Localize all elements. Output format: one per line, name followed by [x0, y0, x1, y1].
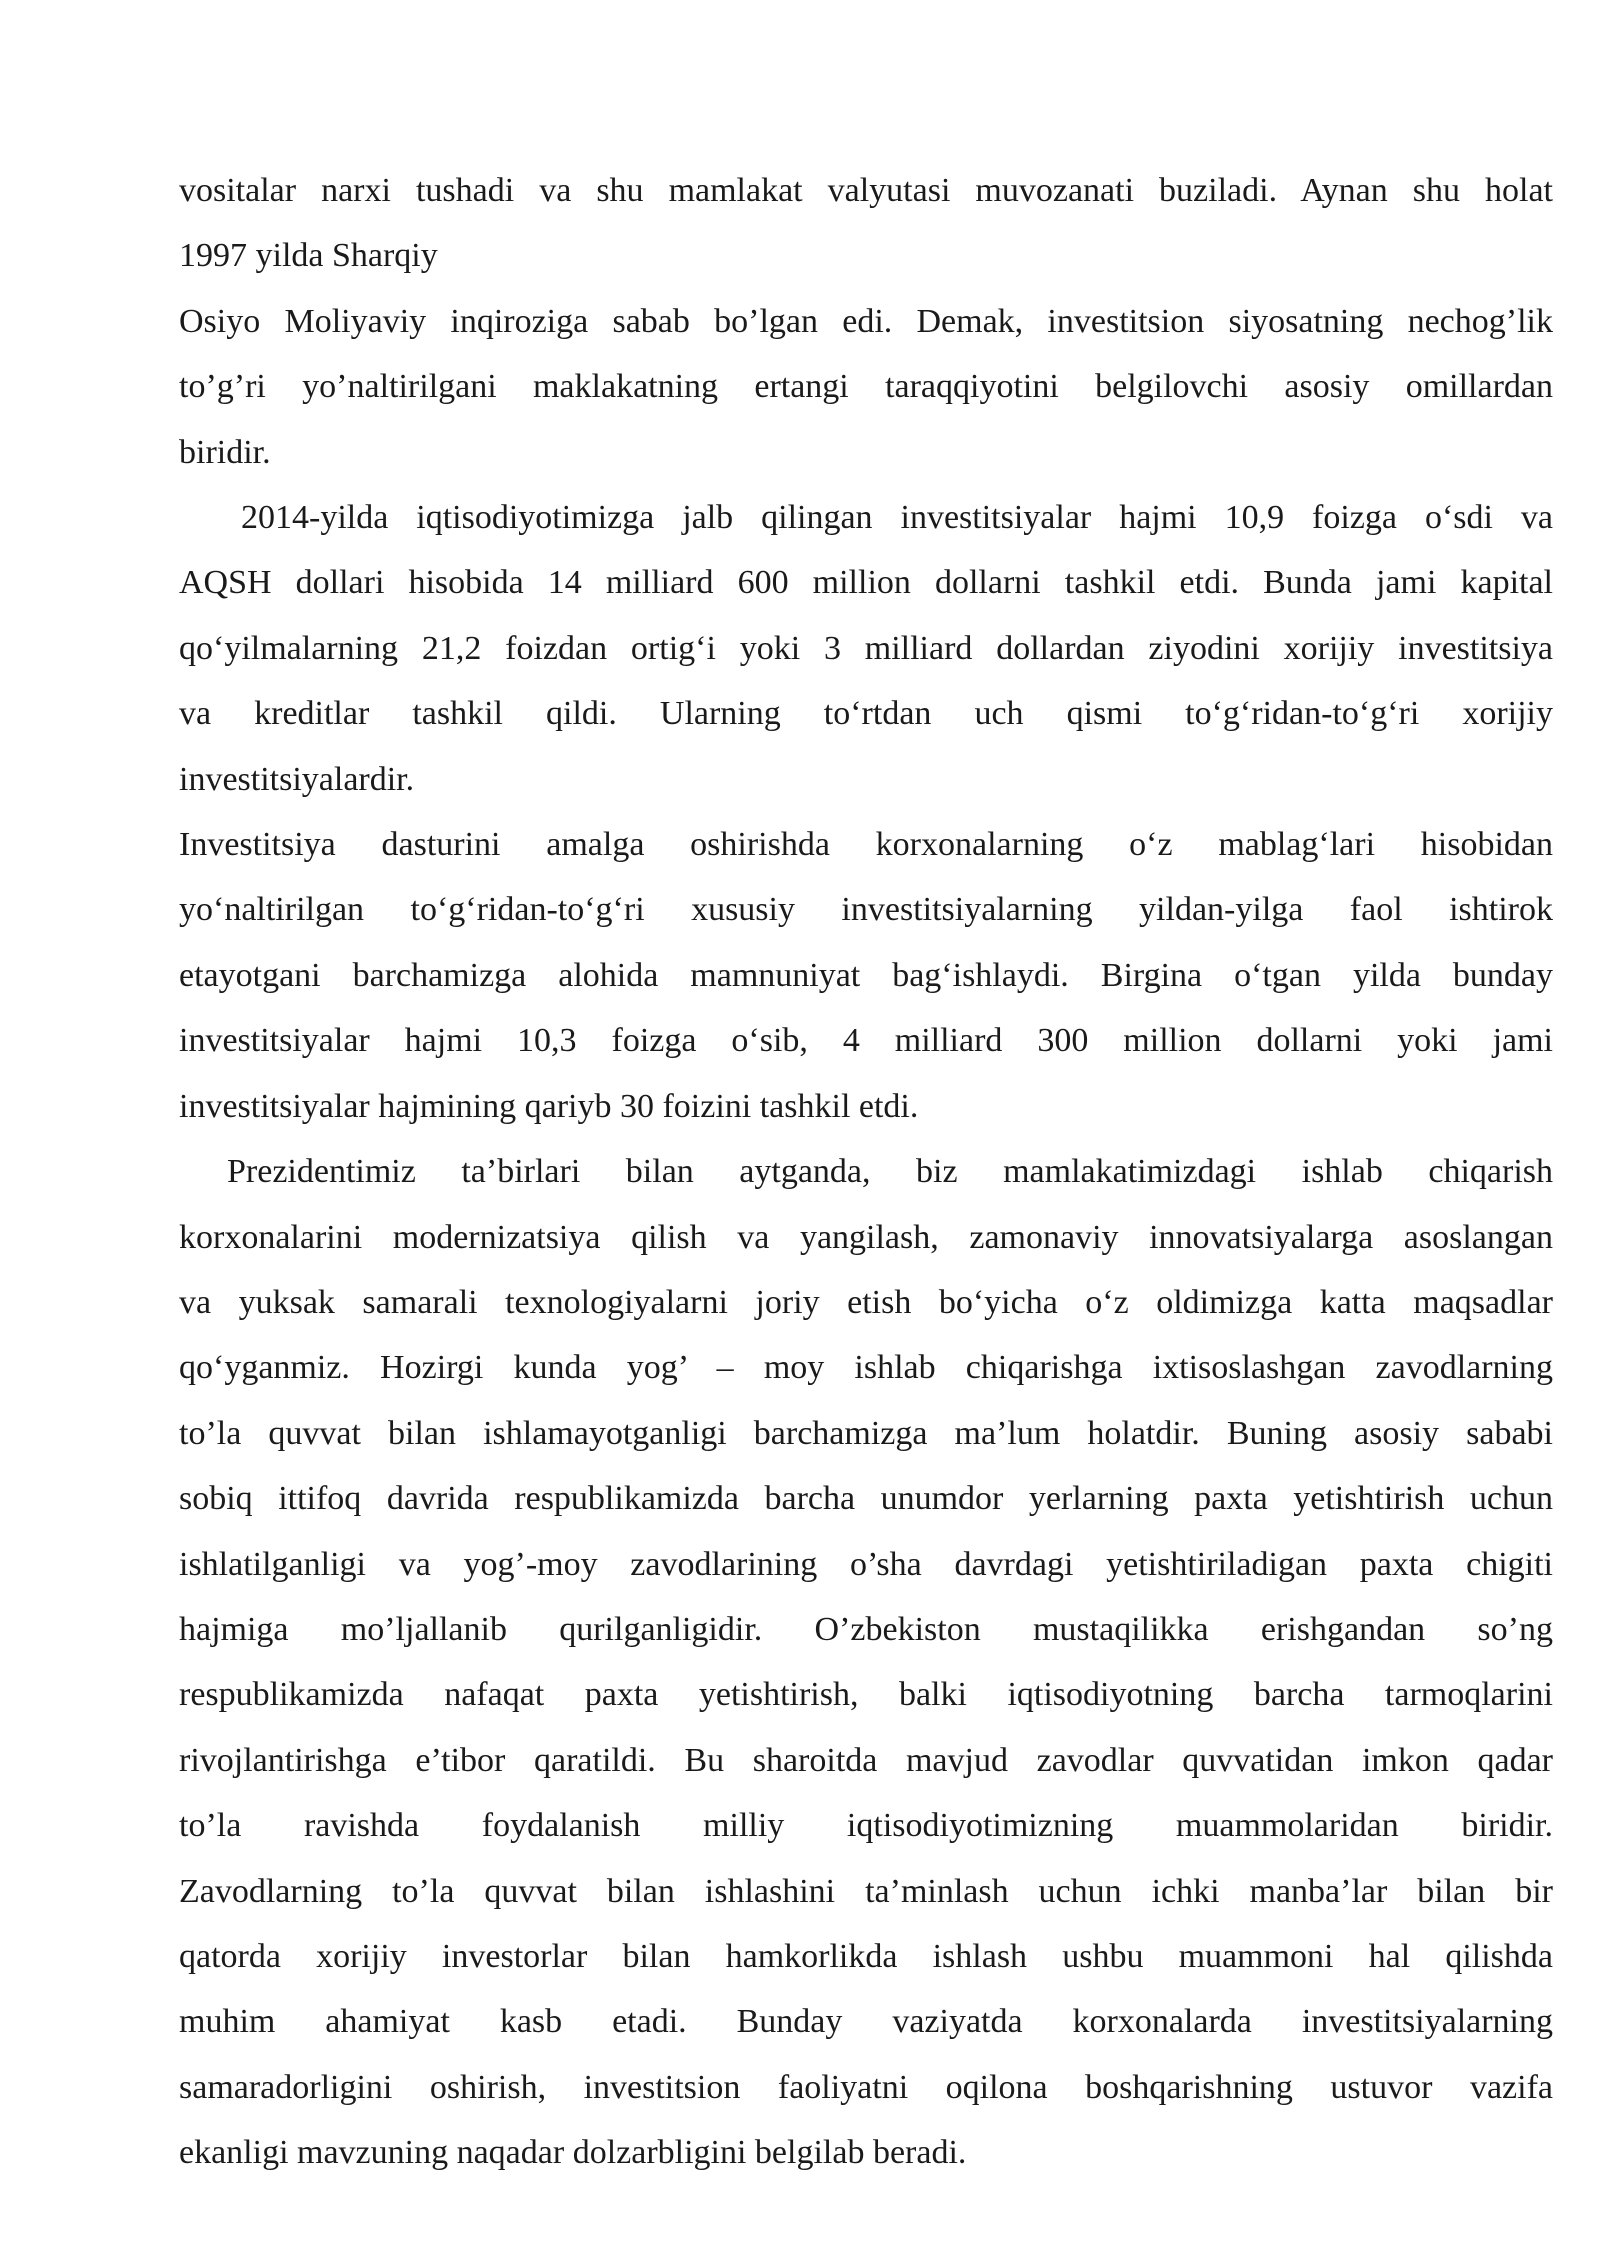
text-line: AQSH dollari hisobida 14 milliard 600 million dollarni tashkil etdi. Bunda jami kapital — [179, 564, 1553, 602]
text-line: investitsiyalardir. — [179, 760, 415, 798]
text-line: vositalar narxi tushadi va shu mamlakat valyutasi muvozanati buziladi. Aynan shu holat — [179, 172, 1553, 209]
text-line: qatorda xorijiy investorlar bilan hamkorlikda ishlash ushbu muammoni hal qilishda — [179, 1937, 1553, 1975]
text-line: to’la ravishda foydalanish milliy iqtisodiyotimizning muammolaridan biridir. — [179, 1807, 1553, 1845]
paragraph-5 — [179, 1139, 1553, 2186]
paragraph-4 — [179, 812, 1553, 1139]
paragraph-3 — [179, 485, 1553, 812]
document-page — [179, 158, 1553, 2186]
text-line: to’g’ri yo’naltirilgani maklakatning ertangi taraqqiyotini belgilovchi asosiy omillardan — [179, 368, 1553, 406]
text-line: yo‘naltirilgan to‘g‘ridan-to‘g‘ri xususiy investitsiyalarning yildan-yilga faol ishtirok — [179, 891, 1553, 929]
text-line: 1997 yilda Sharqiy — [179, 237, 438, 275]
paragraph-2 — [179, 289, 1553, 485]
text-line: va kreditlar tashkil qildi. Ularning to‘rtdan uch qismi to‘g‘ridan-to‘g‘ri xorijiy — [179, 695, 1553, 733]
text-line: korxonalarini modernizatsiya qilish va yangilash, zamonaviy innovatsiyalarga asoslangan — [179, 1218, 1553, 1256]
text-line: to’la quvvat bilan ishlamayotganligi barchamizga ma’lum holatdir. Buning asosiy sababi — [179, 1414, 1553, 1452]
text-line: 2014-yilda iqtisodiyotimizga jalb qilingan investitsiyalar hajmi 10,9 foizga o‘sdi va — [241, 499, 1553, 537]
text-line: respublikamizda nafaqat paxta yetishtirish, balki iqtisodiyotning barcha tarmoqlarini — [179, 1676, 1553, 1714]
text-line: ekanligi mavzuning naqadar dolzarbligini belgilab beradi. — [179, 2134, 967, 2172]
text-line: investitsiyalar hajmining qariyb 30 foizini tashkil etdi. — [179, 1087, 919, 1125]
text-line: muhim ahamiyat kasb etadi. Bunday vaziyatda korxonalarda investitsiyalarning — [179, 2003, 1553, 2041]
text-line: sobiq ittifoq davrida respublikamizda barcha unumdor yerlarning paxta yetishtirish uchun — [179, 1480, 1553, 1518]
text-line: Zavodlarning to’la quvvat bilan ishlashini ta’minlash uchun ichki manba’lar bilan bir — [179, 1872, 1553, 1910]
text-line: qo‘yganmiz. Hozirgi kunda yog’ – moy ishlab chiqarishga ixtisoslashgan zavodlarning — [179, 1349, 1553, 1387]
text-line: rivojlantirishga e’tibor qaratildi. Bu sharoitda mavjud zavodlar quvvatidan imkon qadar — [179, 1741, 1553, 1779]
text-line: Prezidentimiz ta’birlari bilan aytganda, biz mamlakatimizdagi ishlab chiqarish — [227, 1153, 1553, 1191]
text-line: etayotgani barchamizga alohida mamnuniyat bag‘ishlaydi. Birgina o‘tgan yilda bunday — [179, 956, 1553, 994]
text-line: biridir. — [179, 433, 271, 471]
text-line: ishlatilganligi va yog’-moy zavodlarining o’sha davrdagi yetishtiriladigan paxta chigiti — [179, 1545, 1553, 1583]
text-line: investitsiyalar hajmi 10,3 foizga o‘sib, 4 milliard 300 million dollarni yoki jami — [179, 1022, 1553, 1060]
text-line: qo‘yilmalarning 21,2 foizdan ortig‘i yoki 3 milliard dollardan ziyodini xorijiy investitsiya — [179, 629, 1553, 667]
text-line: Osiyo Moliyaviy inqiroziga sabab bo’lgan edi. Demak, investitsion siyosatning nechog’lik — [179, 302, 1553, 340]
paragraph-1 — [179, 158, 1553, 289]
text-line: va yuksak samarali texnologiyalarni joriy etish bo‘yicha o‘z oldimizga katta maqsadlar — [179, 1283, 1553, 1321]
text-line: samaradorligini oshirish, investitsion faoliyatni oqilona boshqarishning ustuvor vazifa — [179, 2068, 1553, 2106]
text-line: hajmiga mo’ljallanib qurilganligidir. O’zbekiston mustaqilikka erishgandan so’ng — [179, 1610, 1553, 1648]
text-line: Investitsiya dasturini amalga oshirishda korxonalarning o‘z mablag‘lari hisobidan — [179, 826, 1553, 864]
